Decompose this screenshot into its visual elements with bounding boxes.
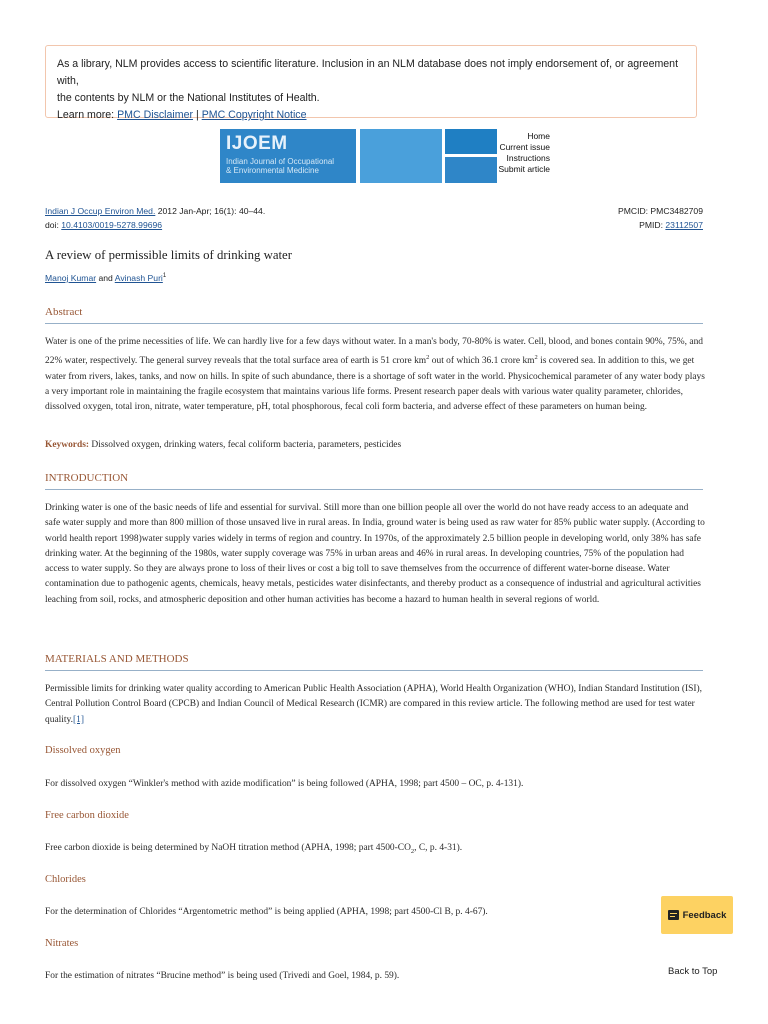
methods-text: Permissible limits for drinking water quality according to American Public Health Association (APHA), World Health Organization (WHO), Indian Standard Institution (ISI), Central Pollution Control Board (CPCB) and Indian Council of Medical Research (ICMR) are compared in this review article. The following method are used for test water quality. xyxy=(45,684,703,725)
author-affiliation-mark: 1 xyxy=(162,273,167,280)
introduction-paragraph: Drinking water is one of the basic needs of life and essential for survival. Still more than one billion people all over the world do not have ready access to an adequate and safe water supply and more than 800 million of those unsaved live in rural areas. In India, ground water is being used as raw water for 85% public water supply. (According to world health report 1998)water supply varies widely in terms of region and country. In 1970s, of the approximately 2.5 billion people in developing world, only 38% has safe drinking water. At the beginning of the 1980s, water supply coverage was 75% in urban areas and 46% in rural areas. In developing countries, 75% of the population had access to water supply. So they are always prone to loss of their lives or cost a big toll to save themselves from the occurrence of different water-borne disease. Water contamination due to pathogenic agents, chemicals, heavy metals, pesticides water disinfectants, and thereby product as a consequence of industrial and agricultural activities leaching from soil, rocks, and atmospheric deposition and other human activities has become a hazard to human health in several regions of world. xyxy=(45,503,705,605)
author-list xyxy=(45,273,166,283)
nlm-disclaimer-box xyxy=(45,45,697,121)
pmcid: PMCID: PMC3482709 xyxy=(617,206,703,216)
nitrates-paragraph: For the estimation of nitrates “Brucine method” is being used (Trivedi and Goel, 1984, p. 59). xyxy=(45,971,400,981)
section-heading-introduction: INTRODUCTION xyxy=(45,472,703,490)
pmid-label: PMID: xyxy=(639,220,666,230)
disclaimer-learn-more xyxy=(57,107,685,124)
pmid-link[interactable]: 23112507 xyxy=(665,220,703,230)
back-to-top-link[interactable]: Back to Top xyxy=(668,966,718,977)
nav-submit-article[interactable]: Submit article xyxy=(498,164,550,174)
link-separator: | xyxy=(195,109,199,121)
pmc-copyright-link[interactable]: PMC Copyright Notice xyxy=(201,109,307,121)
methods-paragraph xyxy=(45,682,705,728)
subheading-chlorides: Chlorides xyxy=(45,874,86,885)
feedback-icon xyxy=(668,910,679,920)
logo-title: IJOEM xyxy=(226,133,288,154)
citation-date-pages: 2012 Jan-Apr; 16(1): 40–44. xyxy=(155,206,266,216)
reference-link[interactable]: [1] xyxy=(72,714,84,725)
subheading-dissolved-oxygen: Dissolved oxygen xyxy=(45,745,121,756)
disclaimer-line-1: As a library, NLM provides access to scientific literature. Inclusion in an NLM database does not imply endorsement of, or agreement with, xyxy=(57,58,679,87)
logo-subtitle xyxy=(226,157,334,175)
article-title: A review of permissible limits of drinking water xyxy=(45,248,293,262)
dissolved-oxygen-paragraph: For dissolved oxygen “Winkler's method with azide modification” is being followed (APHA, 1998; part 4500 – OC, p. 4-131). xyxy=(45,779,524,789)
journal-link[interactable]: Indian J Occup Environ Med. xyxy=(45,206,156,216)
co2-text: Free carbon dioxide is being determined by NaOH titration method (APHA, 1998; part 4500-CO xyxy=(45,843,411,853)
author-link[interactable]: Avinash Puri xyxy=(114,273,163,283)
banner-decor-bar xyxy=(445,129,497,154)
feedback-label: Feedback xyxy=(682,909,727,921)
article-citation xyxy=(45,204,265,232)
section-heading-methods: MATERIALS AND METHODS xyxy=(45,653,703,671)
feedback-button[interactable] xyxy=(661,896,733,934)
journal-nav xyxy=(499,131,551,175)
superscript: 2 xyxy=(426,354,430,362)
abstract-text: is covered sea. In addition to this, we get water from rivers, lakes, tanks, and now on hills. In spite of such abundance, there is a shortage of soft water in the world. Physicochemical parameter of any water body plays a very important role in maintaining the fragile ecosystem that maintains various life forms. Present research paper deals with various water quality parameter, chlorides, dissolved oxygen, total iron, nitrate, water temperature, pH, total phosphorous, fecal coli form bacteria, and adverse effect of these parameters on human being. xyxy=(45,356,705,413)
abstract-text: out of which 36.1 crore km xyxy=(429,356,535,367)
nav-instructions[interactable]: Instructions xyxy=(506,153,550,163)
author-separator: and xyxy=(96,273,115,283)
journal-logo[interactable] xyxy=(220,129,356,183)
subheading-nitrates: Nitrates xyxy=(45,938,79,949)
doi-label: doi: xyxy=(45,220,62,230)
pmc-disclaimer-link[interactable]: PMC Disclaimer xyxy=(117,109,194,121)
keywords xyxy=(45,438,705,453)
logo-subtitle-line-2: & Environmental Medicine xyxy=(226,166,319,175)
journal-banner xyxy=(220,129,550,183)
banner-decor-bar xyxy=(445,157,497,183)
chlorides-paragraph: For the determination of Chlorides “Argentometric method” is being applied (APHA, 1998; part 4500-Cl B, p. 4-67). xyxy=(45,907,488,917)
logo-subtitle-line-1: Indian Journal of Occupational xyxy=(226,157,335,166)
banner-decor xyxy=(360,129,442,183)
banner-nav-area xyxy=(445,129,550,183)
subheading-free-carbon-dioxide: Free carbon dioxide xyxy=(45,810,129,821)
abstract-paragraph xyxy=(45,335,705,416)
article-ids xyxy=(618,204,703,232)
author-link[interactable]: Manoj Kumar xyxy=(45,273,97,283)
section-heading-abstract: Abstract xyxy=(45,306,703,324)
co2-text: , C, p. 4-31). xyxy=(414,843,463,853)
keywords-label: Keywords: xyxy=(45,440,90,450)
abstract-text: Water is one of the prime necessities of life. We can hardly live for a few days without water. In a man's body, 70-80% is water. Cell, blood, and bones contain 90%, 75%, and 22% water, respectively. The general survey reveals that the total surface area of earth is 51 crore km xyxy=(45,337,704,367)
free-carbon-dioxide-paragraph xyxy=(45,841,705,859)
nav-home[interactable]: Home xyxy=(527,131,550,141)
subscript: 2 xyxy=(410,847,415,855)
keywords-text: Dissolved oxygen, drinking waters, fecal coliform bacteria, parameters, pesticides xyxy=(89,440,402,450)
disclaimer-line-2: the contents by NLM or the National Institutes of Health. xyxy=(57,92,320,104)
learn-more-label: Learn more: xyxy=(57,109,115,121)
superscript: 2 xyxy=(534,354,538,362)
nav-current-issue[interactable]: Current issue xyxy=(499,142,550,152)
doi-link[interactable]: 10.4103/0019-5278.99696 xyxy=(61,220,163,230)
